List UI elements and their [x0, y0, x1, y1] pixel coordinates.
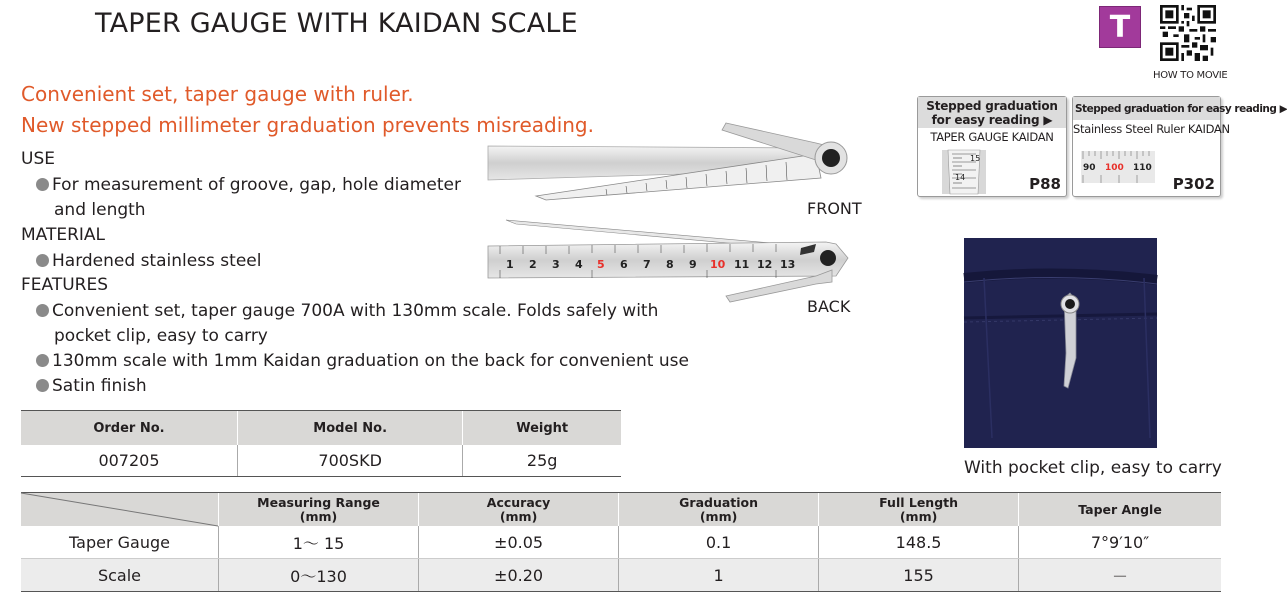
cell-model-no: 700SKD — [237, 445, 462, 477]
back-scale-num: 4 — [575, 258, 583, 271]
feature-item: 130mm scale with 1mm Kaidan graduation on the back for convenient use — [36, 351, 689, 371]
material-item: Hardened stainless steel — [36, 251, 261, 271]
cell: 7°9′10″ — [1019, 526, 1221, 559]
back-scale-num: 9 — [689, 258, 697, 271]
col-header-graduation: Graduation (mm) — [619, 493, 819, 527]
ref-card-ruler-kaidan[interactable] — [1072, 96, 1287, 197]
feature-item: Satin finish — [36, 376, 147, 396]
card-page-ref: P88 — [1029, 175, 1061, 193]
bullet-icon — [36, 354, 49, 367]
cell: ±0.05 — [419, 526, 619, 559]
bullet-icon — [36, 178, 49, 191]
spec-table — [21, 492, 1221, 592]
bullet-icon — [36, 254, 49, 267]
col-header-taper-angle: Taper Angle — [1019, 493, 1221, 527]
back-scale-num: 11 — [734, 258, 750, 271]
cell-order-no: 007205 — [21, 445, 237, 477]
tagline-1: Convenient set, taper gauge with ruler. — [21, 82, 414, 106]
col-header-model-no: Model No. — [237, 411, 462, 446]
card-head: Stepped graduation for easy reading ▶ — [918, 97, 1066, 128]
qr-code-icon[interactable] — [1160, 5, 1216, 61]
back-scale-num: 3 — [552, 258, 560, 271]
ref-card-taper-gauge-kaidan[interactable] — [917, 96, 1067, 197]
cell-weight: 25g — [463, 445, 621, 477]
cell: 148.5 — [819, 526, 1019, 559]
back-scale-num: 2 — [529, 258, 537, 271]
corner-header — [21, 493, 219, 527]
col-header-full-length: Full Length (mm) — [819, 493, 1019, 527]
back-scale-num: 7 — [643, 258, 651, 271]
kaidan-ruler-image — [1081, 151, 1155, 183]
tagline-2: New stepped millimeter graduation prevents misreading. — [21, 113, 594, 137]
back-scale-num-red: 10 — [710, 258, 726, 271]
cell: ±0.20 — [419, 559, 619, 592]
back-scale-num: 13 — [780, 258, 796, 271]
card-scale-top: 15 — [970, 154, 981, 163]
cell: 0～130 — [219, 559, 419, 592]
back-scale-num: 1 — [506, 258, 514, 271]
col-header-weight: Weight — [463, 411, 621, 446]
card-page-ref: P302 — [1172, 175, 1215, 193]
table-row — [21, 559, 1221, 592]
taper-gauge-illustration — [486, 118, 858, 303]
front-label: FRONT — [807, 199, 862, 218]
how-to-movie-label: HOW TO MOVIE — [1153, 70, 1228, 81]
page-title: TAPER GAUGE WITH KAIDAN SCALE — [95, 8, 578, 39]
cell: － — [1019, 559, 1221, 592]
feature-item: Convenient set, taper gauge 700A with 130mm scale. Folds safely with — [36, 301, 658, 321]
col-header-accuracy: Accuracy (mm) — [419, 493, 619, 527]
use-item-cont: and length — [54, 200, 146, 220]
play-arrow-icon: ▶ — [1279, 103, 1287, 115]
photo-caption: With pocket clip, easy to carry — [964, 458, 1222, 478]
table-row — [21, 445, 621, 477]
cell: 1 — [619, 559, 819, 592]
card-sub: Stainless Steel Ruler KAIDAN — [1073, 122, 1230, 136]
back-scale-num: 12 — [757, 258, 773, 271]
row-label: Scale — [21, 559, 219, 592]
feature-item-cont: pocket clip, easy to carry — [54, 326, 268, 346]
bullet-icon — [36, 304, 49, 317]
back-scale-num: 8 — [666, 258, 674, 271]
diagonal-line — [21, 493, 218, 526]
table-row — [21, 526, 1221, 559]
front-pivot-screw — [822, 149, 840, 167]
back-pivot-screw — [820, 250, 836, 266]
row-label: Taper Gauge — [21, 526, 219, 559]
kaidan-scale-image — [942, 150, 986, 194]
cell: 155 — [819, 559, 1019, 592]
use-item: For measurement of groove, gap, hole diameter — [36, 175, 461, 195]
card-ruler-90: 90 — [1083, 163, 1096, 173]
bullet-icon — [36, 379, 49, 392]
card-head: Stepped graduation for easy reading ▶ — [1073, 97, 1220, 120]
t-category-badge: T — [1099, 6, 1141, 48]
col-header-measuring-range: Measuring Range (mm) — [219, 493, 419, 527]
section-material: MATERIAL — [21, 225, 106, 245]
section-use: USE — [21, 149, 55, 169]
back-scale-num-red: 5 — [597, 258, 605, 271]
play-arrow-icon: ▶ — [1043, 113, 1053, 127]
pocket-clip-photo — [964, 238, 1157, 448]
back-scale-num: 6 — [620, 258, 628, 271]
pocket-photo-drawing — [964, 238, 1157, 448]
card-ruler-100: 100 — [1105, 163, 1124, 173]
cell: 1～ 15 — [219, 526, 419, 559]
card-ruler-110: 110 — [1133, 163, 1152, 173]
card-scale-bottom: 14 — [955, 173, 966, 182]
col-header-order-no: Order No. — [21, 411, 237, 446]
back-label: BACK — [807, 297, 851, 316]
order-table — [21, 410, 621, 477]
card-sub: TAPER GAUGE KAIDAN — [930, 130, 1054, 144]
section-features: FEATURES — [21, 275, 109, 295]
cell: 0.1 — [619, 526, 819, 559]
